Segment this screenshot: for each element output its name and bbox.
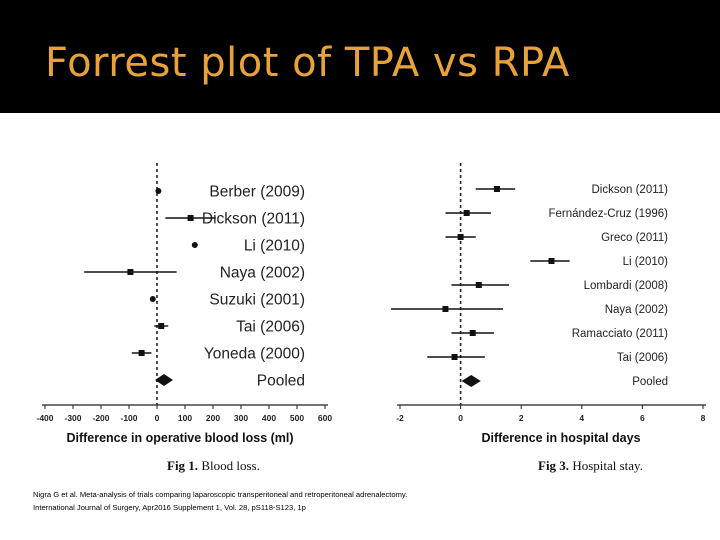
citation-line-1: Nigra G et al. Meta-analysis of trials comparing laparoscopic transperitoneal and retroperitoneal adrenalectomy.: [33, 490, 408, 499]
plot2-point-estimate: [452, 354, 458, 360]
plot1-point-estimate: [150, 296, 156, 302]
plot2-point-estimate: [476, 282, 482, 288]
plot2-x-tick-label: 8: [700, 413, 706, 423]
plot2-x-axis-title: Difference in hospital days: [481, 431, 641, 445]
plot1-x-tick-label: 500: [289, 413, 305, 423]
plot1-study-label: Tai (2006): [236, 318, 305, 336]
plot2-x-tick-label: 4: [579, 413, 585, 423]
plot2-study-label: Li (2010): [622, 256, 668, 269]
title-bar: [0, 0, 720, 113]
plot1-study-label: Suzuki (2001): [209, 291, 305, 309]
plot2-point-estimate: [442, 306, 448, 312]
plot1-study-label: Li (2010): [243, 237, 305, 255]
plot1-x-tick-label: -400: [36, 413, 54, 423]
plot1-x-tick-label: -300: [64, 413, 82, 423]
plot1-x-tick-label: 100: [177, 413, 193, 423]
plot2-x-tick-label: 6: [640, 413, 645, 423]
slide-body: [0, 113, 720, 540]
plot2-study-label: Tai (2006): [616, 352, 668, 365]
plot1-x-tick-label: -100: [120, 413, 138, 423]
plot1-point-estimate: [139, 350, 145, 356]
plot2-point-estimate: [470, 330, 476, 336]
plot1-point-estimate: [158, 323, 164, 329]
plot2-point-estimate: [549, 258, 555, 264]
plot2-point-estimate: [464, 210, 470, 216]
plot2-x-tick-label: 2: [518, 413, 524, 423]
plot1-caption-fig-number: Fig 1.: [167, 458, 202, 473]
plot1-point-estimate: [155, 188, 161, 194]
plot2-caption-fig-number: Fig 3.: [538, 458, 573, 473]
plot1-study-label: Pooled: [256, 372, 305, 390]
plot1-x-tick-label: 0: [154, 413, 160, 423]
plot1-x-tick-label: 300: [233, 413, 249, 423]
plot2-study-label: Dickson (2011): [591, 184, 668, 197]
plot1-x-tick-label: -200: [92, 413, 110, 423]
plot1-study-label: Naya (2002): [219, 264, 305, 282]
plot1-x-tick-label: 600: [317, 413, 333, 423]
plot1-x-axis-title: Difference in operative blood loss (ml): [66, 431, 294, 445]
plot2-x-tick-label: -2: [396, 413, 404, 423]
forest-plots: [0, 113, 720, 540]
plot2-study-label: Lombardi (2008): [583, 280, 668, 293]
plot2-caption-text: Hospital stay.: [572, 458, 643, 473]
plot1-point-estimate: [127, 269, 133, 275]
plot1-caption-text: Blood loss.: [201, 458, 260, 473]
plot2-point-estimate: [458, 234, 464, 240]
plot2-study-label: Pooled: [632, 376, 668, 389]
plot1-study-label: Dickson (2011): [201, 210, 305, 228]
plot2-study-label: Fernández-Cruz (1996): [548, 208, 668, 221]
plot1-study-label: Yoneda (2000): [203, 345, 305, 363]
plot1-point-estimate: [192, 242, 198, 248]
plot2-study-label: Naya (2002): [604, 304, 668, 317]
plot2-pooled-diamond: [462, 375, 481, 387]
plot2-figure-caption: [538, 458, 643, 473]
citation: [33, 488, 407, 514]
plot1-figure-caption: [167, 458, 260, 473]
plot1-x-tick-label: 200: [205, 413, 221, 423]
plot2-x-tick-label: 0: [458, 413, 463, 423]
plot1-study-label: Berber (2009): [209, 183, 305, 201]
plot2-point-estimate: [494, 186, 500, 192]
plot2-study-label: Greco (2011): [601, 232, 668, 245]
slide-title: Forrest plot of TPA vs RPA: [45, 40, 570, 86]
citation-line-2: International Journal of Surgery, Apr2016 Supplement 1, Vol. 28, pS118-S123, 1p: [33, 503, 306, 512]
plot2-study-label: Ramacciato (2011): [571, 328, 668, 341]
plot1-x-tick-label: 400: [261, 413, 277, 423]
plot1-point-estimate: [188, 215, 194, 221]
